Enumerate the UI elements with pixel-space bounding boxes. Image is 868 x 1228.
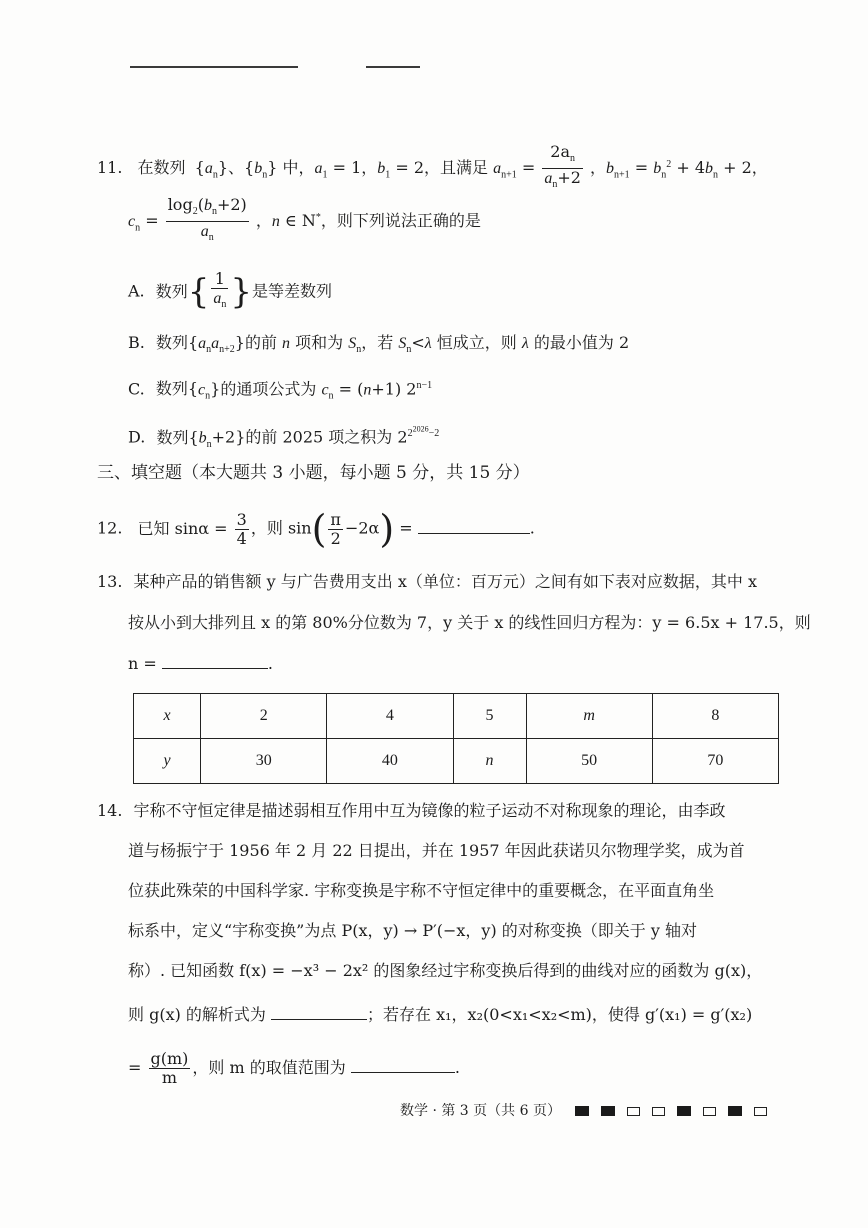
table-cell: y [134,739,201,784]
q14-line2: 道与杨振宁于 1956 年 2 月 22 日提出，并在 1957 年因此获诺贝尔物理学奖，成为首 [128,841,745,860]
table-cell: 4 [327,694,453,739]
q12-pi-frac: $\frac{\pi}{2}$ [330,509,341,548]
footer-marks [575,1103,779,1119]
q11-recurrence-frac: $\frac{2a_n}{a_n+2}$ [544,142,581,191]
table-cell: 40 [327,739,453,784]
table-cell: n [453,739,526,784]
q11-number: 11. [97,158,123,178]
top-rule-left [130,66,298,68]
top-rule-right [366,66,420,68]
empty-square-mark [754,1107,767,1116]
q11-a-frac: $\frac{1}{a_n}$ [213,269,227,311]
q14-line4: 标系中，定义“宇称变换”为点 P(x，y) → P′(−x，y) 的对称变换（即关于 y 轴对 [128,921,697,940]
q14-answer-blank-2[interactable] [351,1058,455,1073]
q11-option-b: B. 数列$\{a_na_{n+2}\}$的前 n 项和为 $S_n$，若 $S_n<\lambda$ 恒成立，则 λ 的最小值为 2 [128,333,630,356]
q13-line2: 按从小到大排列且 x 的第 80%分位数为 7，y 关于 x 的线性回归方程为：y = 6.5x + 17.5，则 [128,613,811,632]
table-cell: 2 [201,694,327,739]
q13-line1: 13. 某种产品的销售额 y 与广告费用支出 x（单位：百万元）之间有如下表对应数据，其中 x [97,572,757,591]
table-row [134,739,779,784]
q11-cn-def: $c_n$ = $\frac{\log_2(b_n+2)}{a_n}$ ，n ∈ N*，则下列说法正确的是 [128,196,481,247]
section3-heading: 三、填空题（本大题共 3 小题，每小题 5 分，共 15 分） [97,463,530,483]
table-cell: 8 [652,694,778,739]
table-cell: 70 [652,739,778,784]
q14-line1: 14. 宇称不守恒定律是描述弱相互作用中互为镜像的粒子运动不对称现象的理论，由李政 [97,801,726,820]
q13-data-table [133,693,779,784]
q11-option-a: A. 数列{ $\frac{1}{a_n}$ }是等差数列 [128,270,332,314]
q14-answer-blank-1[interactable] [271,1005,367,1020]
q14-line6: 则 g(x) 的解析式为 ；若存在 x₁，x₂(0<x₁<x₂<m)，使得 g′(x₁) = g′(x₂) [128,1005,753,1024]
filled-square-mark [677,1106,691,1116]
q11-line1: 11. 在数列 $\{a_n\}$、$\{b_n\}$ 中，$a_1 = 1$，$b_1 = 2$，且满足 $a_{n+1}$ = $\frac{2a_n}{a_n+2}$ ，$b_{n+1} = b_n^2 + 4b_n + 2$， [97,143,768,194]
q11-cn-frac: $\frac{\log_2(b_n+2)}{a_n}$ [167,195,247,244]
table-cell: x [134,694,201,739]
q14-line3: 位获此殊荣的中国科学家. 宇称变换是宇称不守恒定律中的重要概念，在平面直角坐 [128,881,715,900]
q12-frac: $\frac{3}{4}$ [236,509,247,548]
empty-square-mark [703,1107,716,1116]
q14-gm-frac: $\frac{g(m)}{m}$ [150,1049,189,1087]
q12: 12. 已知 sinα = $\frac{3}{4}$ ，则 sin( $\frac{\pi}{2}$ −2α) = . [97,507,535,551]
table-cell: 50 [526,739,652,784]
page-footer [400,1100,779,1120]
table-cell: 30 [201,739,327,784]
filled-square-mark [728,1106,742,1116]
q13-answer-blank[interactable] [162,654,268,669]
q11-option-d: D. 数列$\{b_n+2\}$的前 2025 项之积为 $2^{2^{2026}-2}$ [128,425,440,450]
footer-text: 数学 · 第 3 页（共 6 页） [400,1103,561,1119]
q13-line3: n = . [128,654,273,673]
table-cell: m [526,694,652,739]
q14-line5: 称）. 已知函数 f(x) = −x³ − 2x² 的图象经过宇称变换后得到的曲线对应的函数为 g(x)， [128,961,763,980]
table-cell: 5 [453,694,526,739]
q14-line7: = $\frac{g(m)}{m}$ ，则 m 的取值范围为 . [128,1049,460,1087]
q11-option-c: C. 数列$\{c_n\}$的通项公式为 $c_n = (n+1)$ $2^{n-1}$ [128,379,433,402]
filled-square-mark [601,1106,615,1116]
empty-square-mark [627,1107,640,1116]
empty-square-mark [652,1107,665,1116]
q12-answer-blank[interactable] [418,519,530,534]
table-row [134,694,779,739]
filled-square-mark [575,1106,589,1116]
